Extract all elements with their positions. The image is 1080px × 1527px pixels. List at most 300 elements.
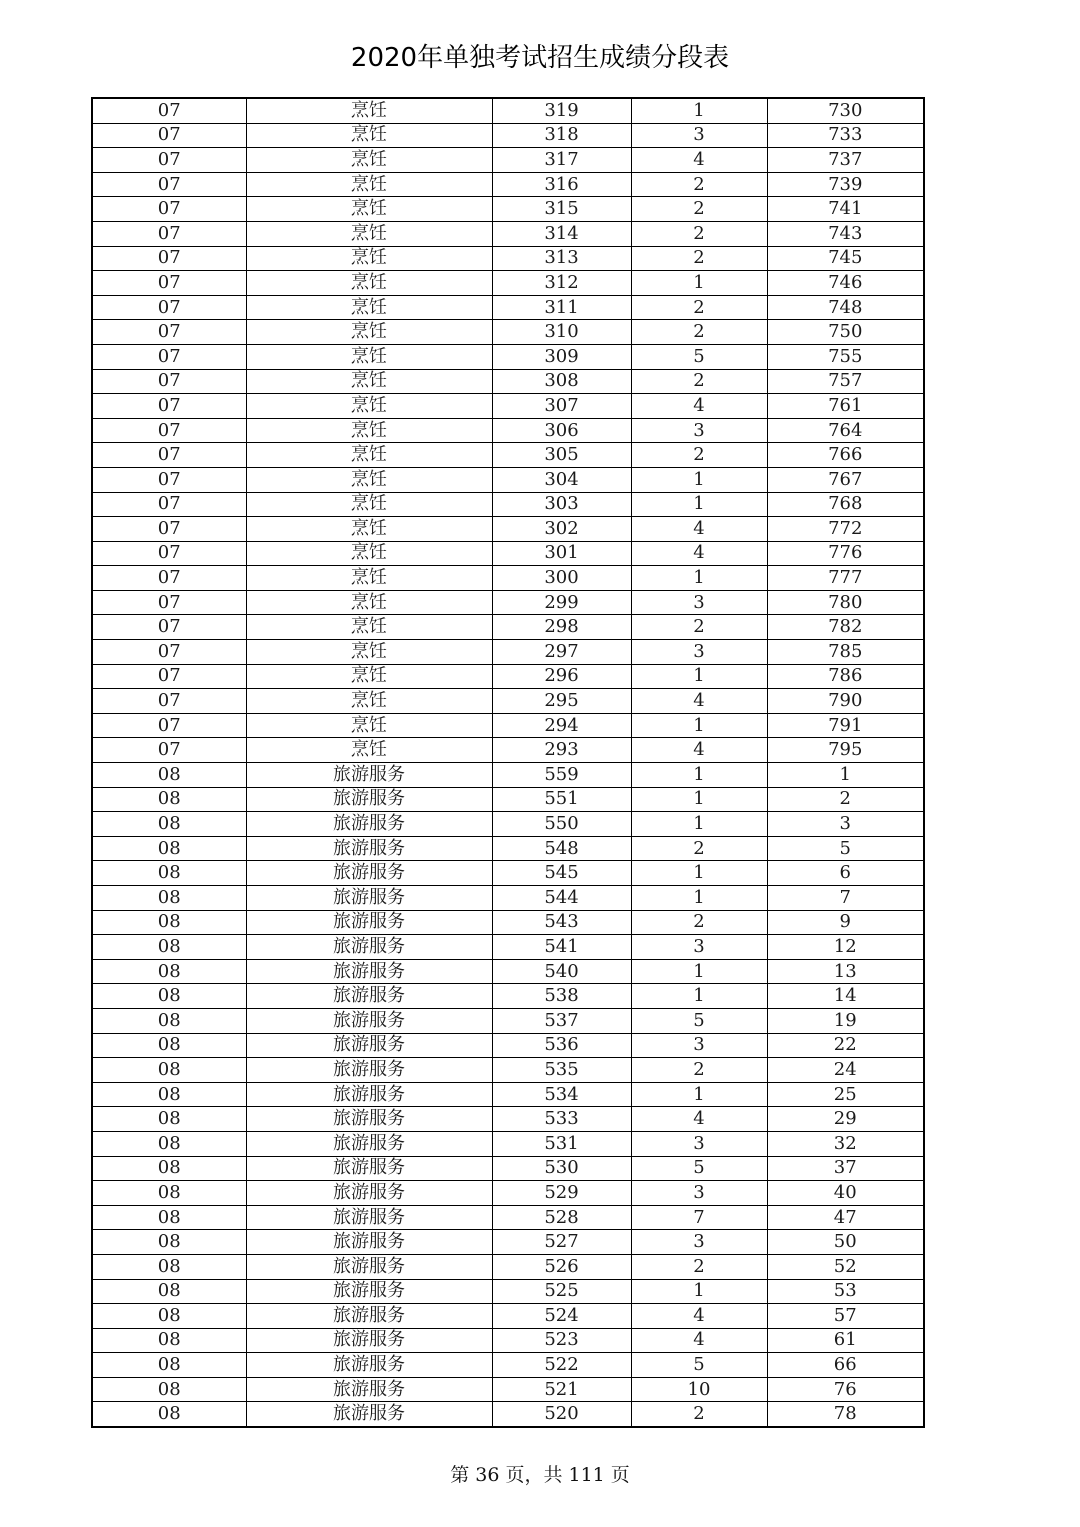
table-row	[92, 344, 924, 369]
table-row	[92, 615, 924, 640]
score-cell: 527	[492, 1230, 631, 1255]
major-name-cell: 旅游服务	[246, 812, 492, 837]
table-row	[92, 1353, 924, 1378]
cumulative-count-cell: 76	[767, 1377, 924, 1402]
major-name-cell: 烹饪	[246, 271, 492, 296]
count-cell: 4	[631, 541, 767, 566]
table-body	[92, 98, 924, 1427]
score-cell: 543	[492, 910, 631, 935]
count-cell: 2	[631, 369, 767, 394]
table-row	[92, 812, 924, 837]
table-row	[92, 959, 924, 984]
table-row	[92, 172, 924, 197]
table-row	[92, 1205, 924, 1230]
table-row	[92, 517, 924, 542]
count-cell: 1	[631, 812, 767, 837]
page-title: 2020年单独考试招生成绩分段表	[350, 43, 730, 73]
count-cell: 1	[631, 1082, 767, 1107]
major-name-cell: 旅游服务	[246, 1033, 492, 1058]
count-cell: 1	[631, 861, 767, 886]
table-row	[92, 1254, 924, 1279]
table-row	[92, 467, 924, 492]
cumulative-count-cell: 786	[767, 664, 924, 689]
cumulative-count-cell: 50	[767, 1230, 924, 1255]
cumulative-count-cell: 19	[767, 1008, 924, 1033]
cumulative-count-cell: 745	[767, 246, 924, 271]
cumulative-count-cell: 791	[767, 713, 924, 738]
table-row	[92, 148, 924, 173]
score-cell: 529	[492, 1181, 631, 1206]
count-cell: 1	[631, 713, 767, 738]
table-row	[92, 1033, 924, 1058]
category-code-cell: 07	[92, 689, 246, 714]
score-cell: 319	[492, 98, 631, 123]
score-cell: 313	[492, 246, 631, 271]
major-name-cell: 烹饪	[246, 394, 492, 419]
score-cell: 536	[492, 1033, 631, 1058]
category-code-cell: 07	[92, 123, 246, 148]
major-name-cell: 旅游服务	[246, 984, 492, 1009]
category-code-cell: 07	[92, 443, 246, 468]
table-row	[92, 984, 924, 1009]
score-cell: 298	[492, 615, 631, 640]
count-cell: 7	[631, 1205, 767, 1230]
count-cell: 2	[631, 320, 767, 345]
table-row	[92, 1181, 924, 1206]
count-cell: 1	[631, 492, 767, 517]
count-cell: 1	[631, 467, 767, 492]
major-name-cell: 烹饪	[246, 467, 492, 492]
count-cell: 1	[631, 763, 767, 788]
table-row	[92, 1402, 924, 1427]
table-row	[92, 271, 924, 296]
count-cell: 4	[631, 689, 767, 714]
major-name-cell: 旅游服务	[246, 1328, 492, 1353]
score-cell: 306	[492, 418, 631, 443]
score-cell: 310	[492, 320, 631, 345]
category-code-cell: 07	[92, 492, 246, 517]
major-name-cell: 烹饪	[246, 197, 492, 222]
category-code-cell: 08	[92, 910, 246, 935]
major-name-cell: 烹饪	[246, 713, 492, 738]
score-cell: 309	[492, 344, 631, 369]
category-code-cell: 07	[92, 246, 246, 271]
count-cell: 3	[631, 640, 767, 665]
count-cell: 4	[631, 1328, 767, 1353]
table-row	[92, 763, 924, 788]
cumulative-count-cell: 9	[767, 910, 924, 935]
count-cell: 3	[631, 1230, 767, 1255]
table-row	[92, 566, 924, 591]
major-name-cell: 旅游服务	[246, 787, 492, 812]
major-name-cell: 烹饪	[246, 418, 492, 443]
count-cell: 10	[631, 1377, 767, 1402]
count-cell: 4	[631, 394, 767, 419]
category-code-cell: 08	[92, 1254, 246, 1279]
score-cell: 317	[492, 148, 631, 173]
major-name-cell: 烹饪	[246, 517, 492, 542]
category-code-cell: 08	[92, 1328, 246, 1353]
cumulative-count-cell: 47	[767, 1205, 924, 1230]
category-code-cell: 07	[92, 221, 246, 246]
table-row	[92, 1304, 924, 1329]
category-code-cell: 08	[92, 1033, 246, 1058]
score-cell: 545	[492, 861, 631, 886]
table-row	[92, 886, 924, 911]
count-cell: 4	[631, 1304, 767, 1329]
cumulative-count-cell: 730	[767, 98, 924, 123]
cumulative-count-cell: 761	[767, 394, 924, 419]
cumulative-count-cell: 66	[767, 1353, 924, 1378]
table-row	[92, 295, 924, 320]
major-name-cell: 旅游服务	[246, 1254, 492, 1279]
count-cell: 1	[631, 886, 767, 911]
score-cell: 296	[492, 664, 631, 689]
cumulative-count-cell: 767	[767, 467, 924, 492]
category-code-cell: 08	[92, 763, 246, 788]
count-cell: 2	[631, 221, 767, 246]
count-cell: 5	[631, 1156, 767, 1181]
table-row	[92, 246, 924, 271]
category-code-cell: 08	[92, 1377, 246, 1402]
category-code-cell: 07	[92, 344, 246, 369]
count-cell: 4	[631, 148, 767, 173]
table-row	[92, 320, 924, 345]
cumulative-count-cell: 748	[767, 295, 924, 320]
count-cell: 3	[631, 418, 767, 443]
table-row	[92, 590, 924, 615]
count-cell: 5	[631, 1353, 767, 1378]
cumulative-count-cell: 1	[767, 763, 924, 788]
cumulative-count-cell: 795	[767, 738, 924, 763]
cumulative-count-cell: 22	[767, 1033, 924, 1058]
table-row	[92, 541, 924, 566]
cumulative-count-cell: 25	[767, 1082, 924, 1107]
count-cell: 2	[631, 295, 767, 320]
major-name-cell: 烹饪	[246, 664, 492, 689]
table-row	[92, 836, 924, 861]
major-name-cell: 烹饪	[246, 615, 492, 640]
category-code-cell: 07	[92, 566, 246, 591]
score-cell: 304	[492, 467, 631, 492]
page-footer: 第 36 页，共 111 页	[450, 1464, 630, 1486]
cumulative-count-cell: 24	[767, 1058, 924, 1083]
count-cell: 4	[631, 1107, 767, 1132]
count-cell: 1	[631, 566, 767, 591]
table-row	[92, 1279, 924, 1304]
score-cell: 544	[492, 886, 631, 911]
major-name-cell: 烹饪	[246, 295, 492, 320]
cumulative-count-cell: 57	[767, 1304, 924, 1329]
category-code-cell: 07	[92, 271, 246, 296]
major-name-cell: 旅游服务	[246, 1107, 492, 1132]
major-name-cell: 旅游服务	[246, 1058, 492, 1083]
major-name-cell: 烹饪	[246, 738, 492, 763]
table-row	[92, 664, 924, 689]
major-name-cell: 烹饪	[246, 123, 492, 148]
category-code-cell: 07	[92, 295, 246, 320]
count-cell: 1	[631, 98, 767, 123]
score-cell: 538	[492, 984, 631, 1009]
cumulative-count-cell: 78	[767, 1402, 924, 1427]
cumulative-count-cell: 40	[767, 1181, 924, 1206]
cumulative-count-cell: 14	[767, 984, 924, 1009]
category-code-cell: 08	[92, 984, 246, 1009]
category-code-cell: 07	[92, 738, 246, 763]
count-cell: 5	[631, 344, 767, 369]
cumulative-count-cell: 5	[767, 836, 924, 861]
cumulative-count-cell: 37	[767, 1156, 924, 1181]
count-cell: 2	[631, 1058, 767, 1083]
category-code-cell: 07	[92, 418, 246, 443]
major-name-cell: 烹饪	[246, 344, 492, 369]
major-name-cell: 烹饪	[246, 640, 492, 665]
major-name-cell: 烹饪	[246, 443, 492, 468]
major-name-cell: 烹饪	[246, 492, 492, 517]
category-code-cell: 07	[92, 640, 246, 665]
score-cell: 308	[492, 369, 631, 394]
category-code-cell: 08	[92, 787, 246, 812]
table-row	[92, 1377, 924, 1402]
score-cell: 550	[492, 812, 631, 837]
category-code-cell: 08	[92, 836, 246, 861]
count-cell: 2	[631, 197, 767, 222]
category-code-cell: 07	[92, 148, 246, 173]
count-cell: 1	[631, 984, 767, 1009]
count-cell: 2	[631, 443, 767, 468]
score-cell: 316	[492, 172, 631, 197]
major-name-cell: 旅游服务	[246, 886, 492, 911]
category-code-cell: 07	[92, 369, 246, 394]
score-cell: 520	[492, 1402, 631, 1427]
major-name-cell: 旅游服务	[246, 910, 492, 935]
table-row	[92, 418, 924, 443]
category-code-cell: 08	[92, 1230, 246, 1255]
score-cell: 307	[492, 394, 631, 419]
score-cell: 294	[492, 713, 631, 738]
table-row	[92, 1131, 924, 1156]
count-cell: 4	[631, 517, 767, 542]
cumulative-count-cell: 12	[767, 935, 924, 960]
cumulative-count-cell: 777	[767, 566, 924, 591]
category-code-cell: 07	[92, 394, 246, 419]
score-cell: 293	[492, 738, 631, 763]
table-row	[92, 492, 924, 517]
major-name-cell: 旅游服务	[246, 1304, 492, 1329]
score-cell: 541	[492, 935, 631, 960]
cumulative-count-cell: 766	[767, 443, 924, 468]
table-row	[92, 1230, 924, 1255]
major-name-cell: 旅游服务	[246, 1082, 492, 1107]
table-row	[92, 910, 924, 935]
table-row	[92, 1082, 924, 1107]
table-row	[92, 1058, 924, 1083]
cumulative-count-cell: 746	[767, 271, 924, 296]
score-cell: 318	[492, 123, 631, 148]
category-code-cell: 08	[92, 1082, 246, 1107]
count-cell: 2	[631, 1402, 767, 1427]
major-name-cell: 烹饪	[246, 369, 492, 394]
score-cell: 521	[492, 1377, 631, 1402]
score-cell: 523	[492, 1328, 631, 1353]
score-cell: 534	[492, 1082, 631, 1107]
score-cell: 551	[492, 787, 631, 812]
cumulative-count-cell: 52	[767, 1254, 924, 1279]
count-cell: 1	[631, 271, 767, 296]
score-cell: 526	[492, 1254, 631, 1279]
count-cell: 2	[631, 172, 767, 197]
category-code-cell: 07	[92, 467, 246, 492]
cumulative-count-cell: 772	[767, 517, 924, 542]
cumulative-count-cell: 7	[767, 886, 924, 911]
major-name-cell: 烹饪	[246, 689, 492, 714]
category-code-cell: 07	[92, 98, 246, 123]
cumulative-count-cell: 29	[767, 1107, 924, 1132]
table-row	[92, 98, 924, 123]
major-name-cell: 旅游服务	[246, 1156, 492, 1181]
cumulative-count-cell: 733	[767, 123, 924, 148]
table-row	[92, 1156, 924, 1181]
category-code-cell: 07	[92, 590, 246, 615]
major-name-cell: 旅游服务	[246, 1377, 492, 1402]
count-cell: 5	[631, 1008, 767, 1033]
table-row	[92, 1107, 924, 1132]
table-row	[92, 738, 924, 763]
cumulative-count-cell: 6	[767, 861, 924, 886]
table-row	[92, 1008, 924, 1033]
category-code-cell: 07	[92, 541, 246, 566]
score-cell: 535	[492, 1058, 631, 1083]
category-code-cell: 08	[92, 1402, 246, 1427]
score-cell: 540	[492, 959, 631, 984]
major-name-cell: 烹饪	[246, 246, 492, 271]
cumulative-count-cell: 782	[767, 615, 924, 640]
cumulative-count-cell: 755	[767, 344, 924, 369]
major-name-cell: 旅游服务	[246, 935, 492, 960]
score-cell: 525	[492, 1279, 631, 1304]
major-name-cell: 旅游服务	[246, 959, 492, 984]
score-cell: 295	[492, 689, 631, 714]
score-cell: 548	[492, 836, 631, 861]
cumulative-count-cell: 757	[767, 369, 924, 394]
table-row	[92, 443, 924, 468]
major-name-cell: 烹饪	[246, 566, 492, 591]
cumulative-count-cell: 780	[767, 590, 924, 615]
count-cell: 3	[631, 1181, 767, 1206]
cumulative-count-cell: 61	[767, 1328, 924, 1353]
major-name-cell: 烹饪	[246, 148, 492, 173]
category-code-cell: 07	[92, 713, 246, 738]
category-code-cell: 07	[92, 615, 246, 640]
score-cell: 301	[492, 541, 631, 566]
score-cell: 522	[492, 1353, 631, 1378]
table-row	[92, 861, 924, 886]
score-cell: 305	[492, 443, 631, 468]
category-code-cell: 08	[92, 1181, 246, 1206]
major-name-cell: 烹饪	[246, 590, 492, 615]
table-row	[92, 394, 924, 419]
cumulative-count-cell: 737	[767, 148, 924, 173]
major-name-cell: 旅游服务	[246, 861, 492, 886]
major-name-cell: 烹饪	[246, 221, 492, 246]
major-name-cell: 烹饪	[246, 98, 492, 123]
major-name-cell: 旅游服务	[246, 1279, 492, 1304]
major-name-cell: 旅游服务	[246, 1181, 492, 1206]
category-code-cell: 08	[92, 1156, 246, 1181]
table-row	[92, 713, 924, 738]
major-name-cell: 旅游服务	[246, 1402, 492, 1427]
table-row	[92, 689, 924, 714]
score-cell: 524	[492, 1304, 631, 1329]
category-code-cell: 08	[92, 1107, 246, 1132]
cumulative-count-cell: 32	[767, 1131, 924, 1156]
count-cell: 2	[631, 836, 767, 861]
count-cell: 3	[631, 935, 767, 960]
table-row	[92, 1328, 924, 1353]
major-name-cell: 旅游服务	[246, 836, 492, 861]
cumulative-count-cell: 3	[767, 812, 924, 837]
category-code-cell: 08	[92, 1279, 246, 1304]
count-cell: 1	[631, 1279, 767, 1304]
count-cell: 2	[631, 246, 767, 271]
major-name-cell: 旅游服务	[246, 1353, 492, 1378]
cumulative-count-cell: 53	[767, 1279, 924, 1304]
table-row	[92, 369, 924, 394]
table-row	[92, 221, 924, 246]
score-cell: 303	[492, 492, 631, 517]
major-name-cell: 烹饪	[246, 172, 492, 197]
category-code-cell: 07	[92, 320, 246, 345]
score-cell: 530	[492, 1156, 631, 1181]
count-cell: 1	[631, 787, 767, 812]
cumulative-count-cell: 764	[767, 418, 924, 443]
category-code-cell: 08	[92, 1205, 246, 1230]
count-cell: 3	[631, 1033, 767, 1058]
table-row	[92, 123, 924, 148]
category-code-cell: 08	[92, 1058, 246, 1083]
table-row	[92, 197, 924, 222]
score-cell: 531	[492, 1131, 631, 1156]
category-code-cell: 08	[92, 935, 246, 960]
cumulative-count-cell: 750	[767, 320, 924, 345]
category-code-cell: 08	[92, 1353, 246, 1378]
score-cell: 300	[492, 566, 631, 591]
cumulative-count-cell: 768	[767, 492, 924, 517]
score-cell: 314	[492, 221, 631, 246]
score-cell: 528	[492, 1205, 631, 1230]
table-row	[92, 935, 924, 960]
score-cell: 302	[492, 517, 631, 542]
major-name-cell: 旅游服务	[246, 1230, 492, 1255]
score-cell: 311	[492, 295, 631, 320]
score-cell: 537	[492, 1008, 631, 1033]
count-cell: 3	[631, 590, 767, 615]
category-code-cell: 08	[92, 1131, 246, 1156]
score-cell: 312	[492, 271, 631, 296]
cumulative-count-cell: 785	[767, 640, 924, 665]
cumulative-count-cell: 790	[767, 689, 924, 714]
count-cell: 3	[631, 1131, 767, 1156]
score-cell: 297	[492, 640, 631, 665]
category-code-cell: 08	[92, 886, 246, 911]
count-cell: 1	[631, 664, 767, 689]
category-code-cell: 07	[92, 172, 246, 197]
category-code-cell: 08	[92, 861, 246, 886]
category-code-cell: 07	[92, 664, 246, 689]
table-row	[92, 640, 924, 665]
cumulative-count-cell: 743	[767, 221, 924, 246]
cumulative-count-cell: 741	[767, 197, 924, 222]
